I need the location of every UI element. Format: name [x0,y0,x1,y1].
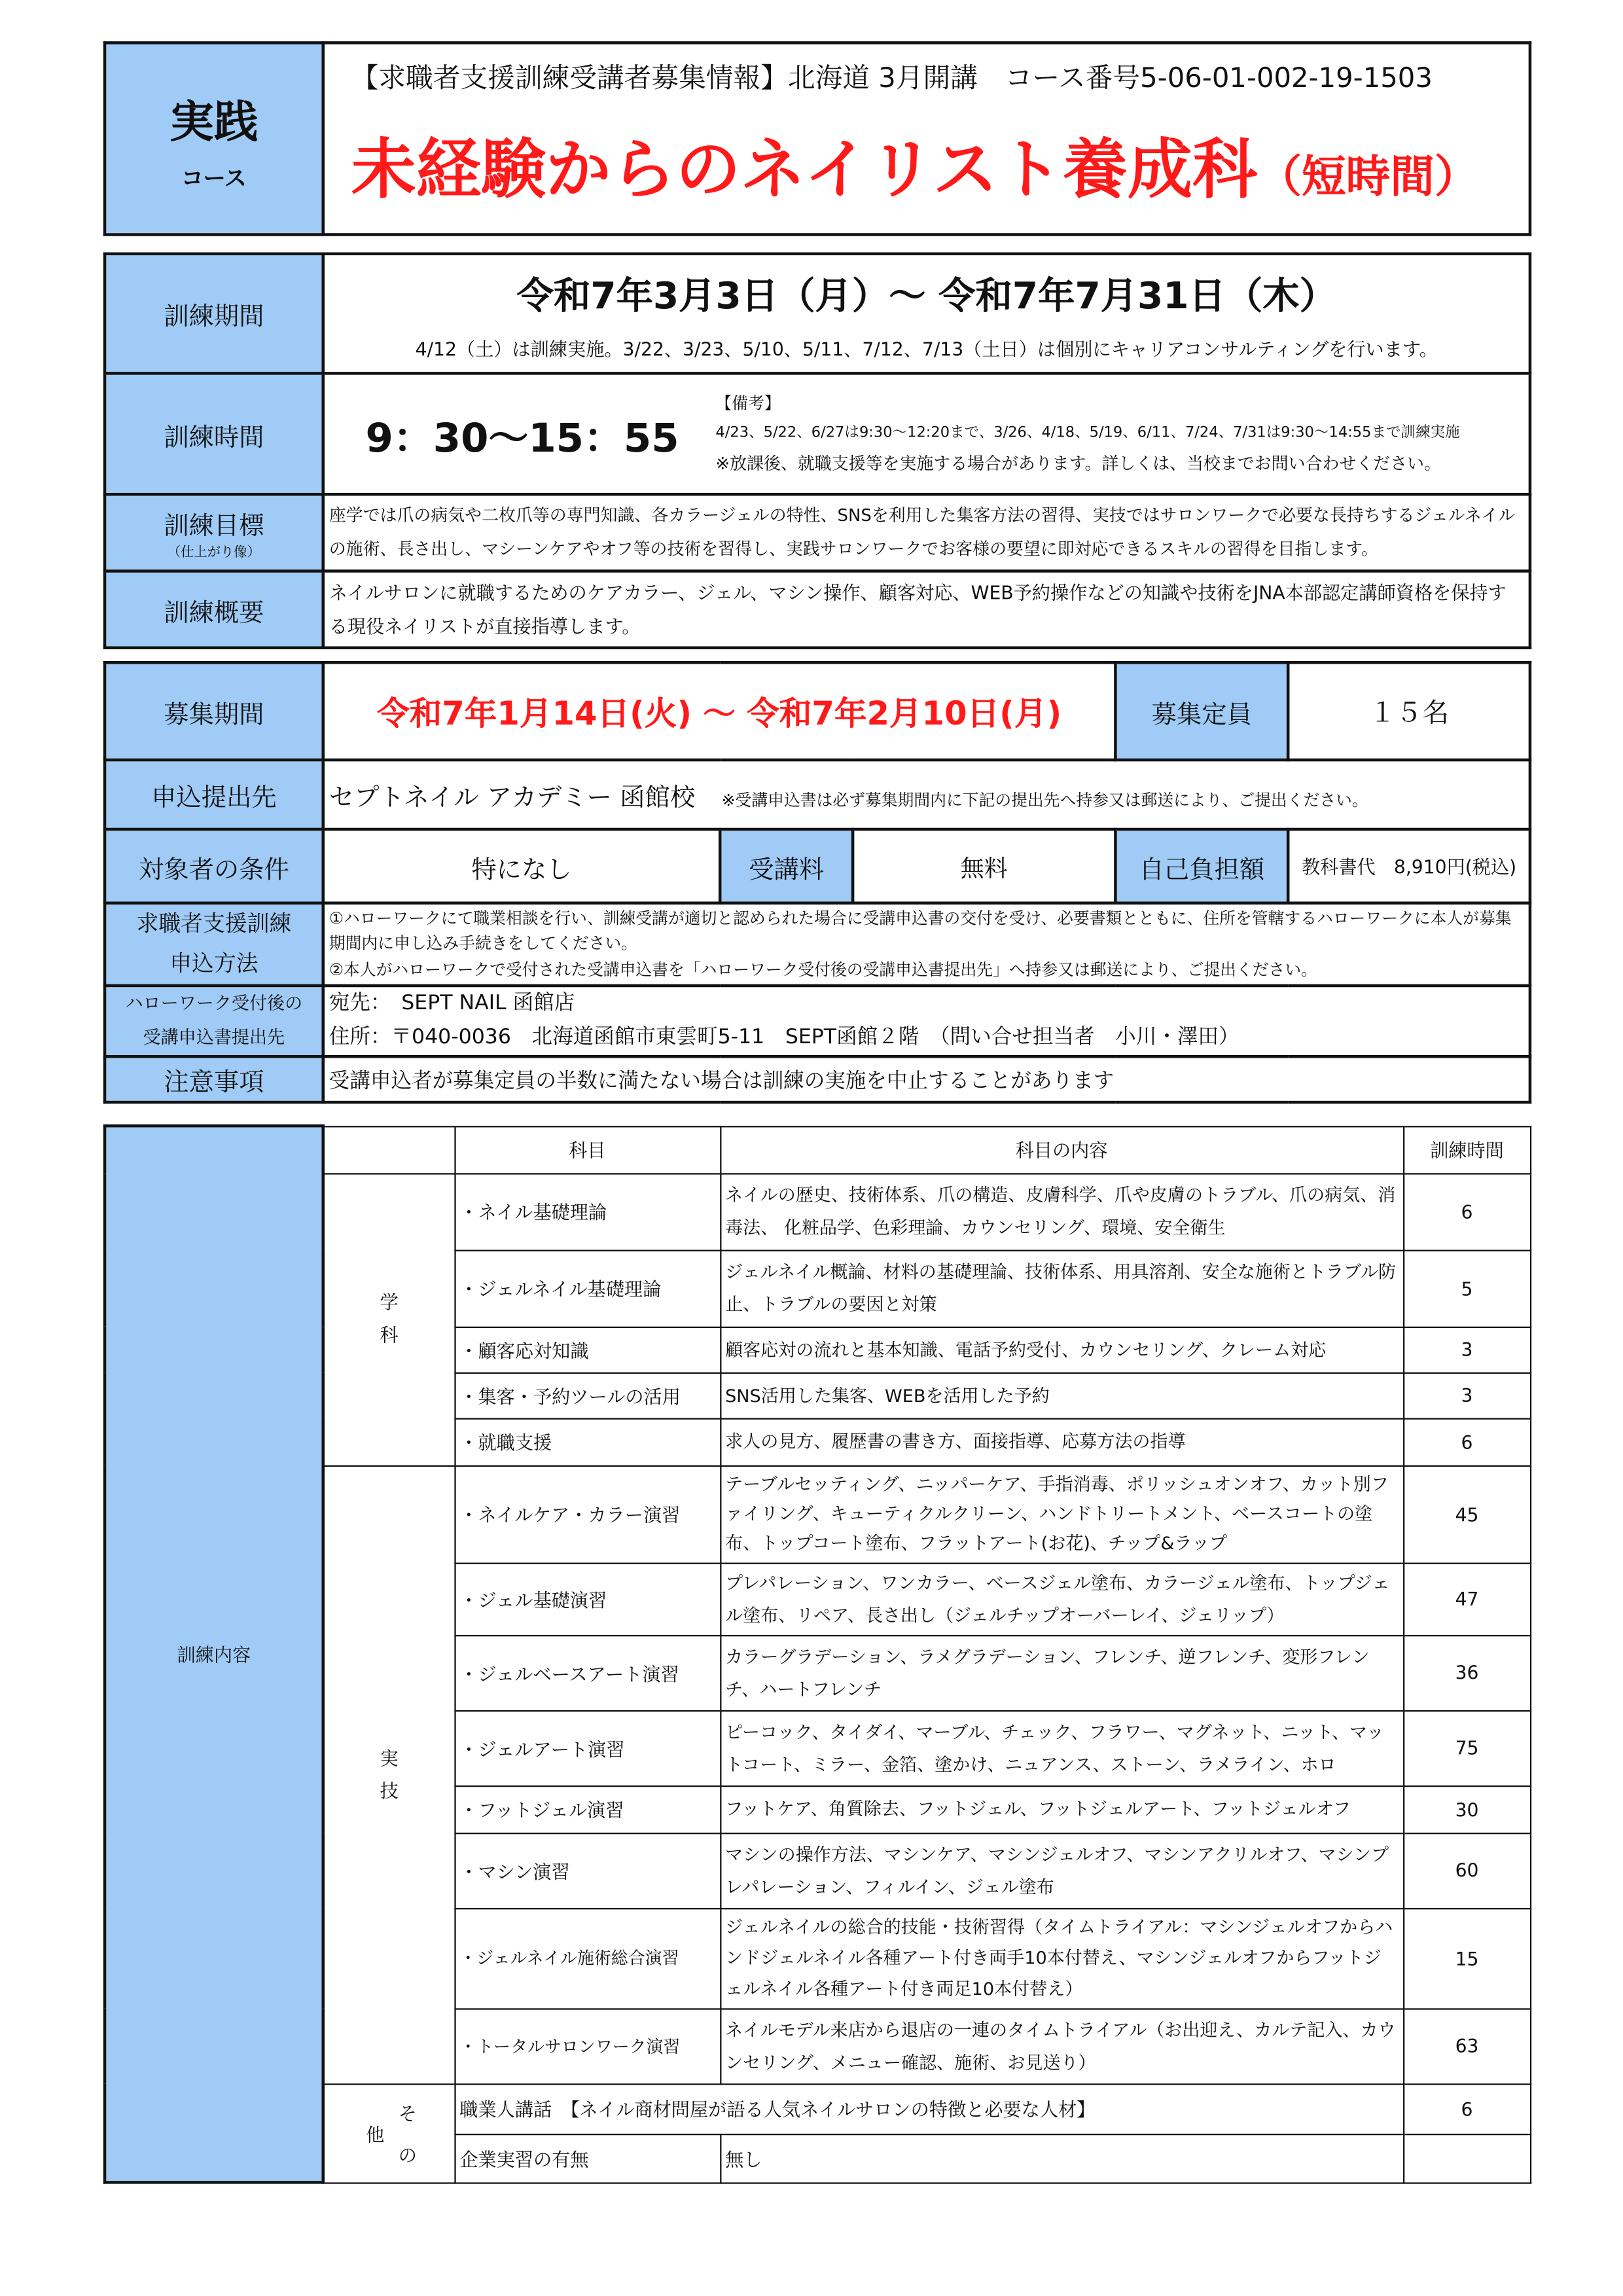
goal-label-cell [105,494,323,571]
subject-name: ・就職支援 [454,1418,720,1465]
subject-content: マシンの操作方法、マシンケア、マシンジェルオフ、マシンアクリルオフ、マシンプレパレーション、フィルイン、ジェル塗布 [720,1833,1403,1908]
capacity-label: 募集定員 [1115,662,1288,760]
subject-hours: 45 [1403,1465,1531,1563]
subject-name: ・ジェルネイル施術総合演習 [454,1908,720,2008]
course-sub: コース [181,164,247,191]
submit-destination: セプトネイル アカデミー 函館校 [329,783,696,814]
internship-label: 企業実習の有無 [454,2134,720,2182]
training-period-note: 4/12（土）は訓練実施。3/22、3/23、5/10、5/11、7/12、7/13（土日）は個別にキャリアコンサルティングを行います。 [415,337,1438,359]
subject-name: ・ネイル基礎理論 [454,1173,720,1249]
submit-note: ※受講申込書は必ず募集期間内に下記の提出先へ持参又は郵送により、ご提出ください。 [721,791,1368,810]
subject-name: ・ジェル基礎演習 [454,1563,720,1635]
method-step-2: ②本人がハローワークで受付された受講申込書を「ハローワーク受付後の受講申込書提出先」へ持参又は郵送により、ご提出ください。 [329,960,1317,980]
subject-hours: 5 [1403,1250,1531,1327]
subject-content: ネイルの歴史、技術体系、爪の構造、皮膚科学、爪や皮膚のトラブル、爪の病気、消毒法、 化粧品学、色彩理論、カウンセリング、環境、安全衛生 [720,1173,1403,1249]
subject-name: ・フットジェル演習 [454,1785,720,1833]
subject-content: SNS活用した集客、WEBを活用した予約 [720,1372,1403,1418]
career-lecture: 職業人講話 【ネイル商材問屋が語る人気ネイルサロンの特徴と必要な人材】 [454,2083,1403,2134]
dest-address: 住所：〒040-0036 北海道函館市東雲町5-11 SEPT函館２階 （問い合せ担当者 小川・澤田） [329,1025,1240,1049]
course-title-cell [323,43,1530,234]
subject-hours: 6 [1403,1418,1531,1465]
subject-name: ・ジェルベースアート演習 [454,1635,720,1710]
period-label: 訓練期間 [105,254,323,374]
recruit-period-label: 募集期間 [105,662,323,760]
category-academic: 学 科 [323,1173,455,1465]
fee-value: 無料 [853,829,1115,903]
course-header [103,41,1531,236]
fee-label: 受講料 [720,829,853,903]
dest-label-1: ハローワーク受付後の [125,993,303,1014]
subject-name: ・ネイルケア・カラー演習 [454,1465,720,1563]
goal-sublabel: （仕上がり像） [167,546,260,561]
subject-hours: 60 [1403,1833,1531,1908]
subject-content: カラーグラデーション、ラメグラデーション、フレンチ、逆フレンチ、変形フレンチ、ハートフレンチ [720,1635,1403,1710]
notice-text: 受講申込者が募集定員の半数に満たない場合は訓練の実施を中止することがあります [323,1056,1530,1102]
course-title: 未経験からのネイリスト養成科 [351,132,1258,208]
subject-content: テーブルセッティング、ニッパーケア、手指消毒、ポリッシュオンオフ、カット別ファイリング、キューティクルクリーン、ハンドトリートメント、ベースコートの塗布、トップコート塗布、フラットアート(お花)、チップ&ラップ [720,1465,1403,1563]
training-goal: 座学では爪の病気や二枚爪等の専門知識、各カラージェルの特性、SNSを利用した集客方法の習得、実技ではサロンワークで必要な長持ちするジェルネイルの施術、長さ出し、マシーンケアやオフ等の技術を習得し、実践サロンワークでお客様の要望に即対応できるスキルの習得を目指します。 [323,494,1530,571]
col-content: 科目の内容 [720,1126,1403,1173]
self-cost-value: 教科書代 8,910円(税込) [1288,829,1530,903]
time-label: 訓練時間 [105,373,323,494]
subject-content: フットケア、角質除去、フットジェル、フットジェルアート、フットジェルオフ [720,1785,1403,1833]
condition-label: 対象者の条件 [105,829,323,903]
course-info-line: 【求職者支援訓練受講者募集情報】北海道 3月開講 コース番号5-06-01-002-19-1503 [351,63,1433,95]
career-lecture-hours: 6 [1403,2083,1531,2134]
subject-name: ・ジェルアート演習 [454,1710,720,1785]
curriculum-label: 訓練内容 [105,1126,323,2182]
remarks-2: ※放課後、就職支援等を実施する場合があります。詳しくは、当校までお問い合わせください。 [715,453,1442,474]
subject-content: ジェルネイル概論、材料の基礎理論、技術体系、用具溶剤、安全な施術とトラブル防止、トラブルの要因と対策 [720,1250,1403,1327]
subject-name: ・顧客応対知識 [454,1327,720,1372]
subject-hours: 3 [1403,1372,1531,1418]
subject-hours: 3 [1403,1327,1531,1372]
capacity-value: １５名 [1288,662,1530,760]
category-other-2: 他 [366,2123,385,2145]
subject-name: ・トータルサロンワーク演習 [454,2008,720,2083]
goal-label: 訓練目標 [164,512,264,542]
subject-hours: 15 [1403,1908,1531,2008]
internship-value: 無し [720,2134,1403,2182]
self-cost-label: 自己負担額 [1115,829,1288,903]
category-practical: 実 技 [323,1465,455,2084]
subject-content: ジェルネイルの総合的技能・技術習得（タイムトライアル：マシンジェルオフからハンドジェルネイル各種アート付き両手10本付替え、マシンジェルオフからフットジェルネイル各種アート付き両足10本付替え） [720,1908,1403,2008]
subject-content: ピーコック、タイダイ、マーブル、チェック、フラワー、マグネット、ニット、マットコート、ミラー、金箔、塗かけ、ニュアンス、ストーン、ラメライン、ホロ [720,1710,1403,1785]
subject-content: ネイルモデル来店から退店の一連のタイムトライアル（お出迎え、カルテ記入、カウンセリング、メニュー確認、施術、お見送り） [720,2008,1403,2083]
dest-name: 宛先： SEPT NAIL 函館店 [329,992,575,1016]
dest-label-2: 受講申込書提出先 [143,1027,285,1048]
remarks-1: 4/23、5/22、6/27は9:30～12:20まで、3/26、4/18、5/19、6/11、7/24、7/31は9:30～14:55まで訓練実施 [715,425,1460,442]
subject-hours: 6 [1403,1173,1531,1249]
col-hours: 訓練時間 [1403,1126,1531,1173]
training-summary: ネイルサロンに就職するためのケアカラー、ジェル、マシン操作、顧客対応、WEB予約操作などの知識や技術をJNA本部認定講師資格を保持する現役ネイリストが直接指導します。 [323,571,1530,647]
training-info-table [103,253,1531,649]
col-subject: 科目 [454,1126,720,1173]
category-other-3: の [398,2143,417,2166]
subject-hours: 63 [1403,2008,1531,2083]
dest-label-cell [105,986,323,1056]
condition-value: 特になし [323,829,720,903]
training-time: 9：30～15：55 [365,415,679,461]
subject-content: 顧客応対の流れと基本知識、電話予約受付、カウンセリング、クレーム対応 [720,1327,1403,1372]
category-other-1: そ [398,2102,417,2125]
course-type-cell [105,43,323,234]
method-label-2: 申込方法 [169,950,259,977]
recruitment-table [103,661,1531,1103]
course-title-suffix: （短時間） [1257,152,1479,204]
summary-label: 訓練概要 [105,571,323,647]
method-label-1: 求職者支援訓練 [136,910,292,937]
remarks-label: 【備考】 [715,393,781,414]
method-step-1: ①ハローワークにて職業相談を行い、訓練受講が適切と認められた場合に受講申込書の交付を受け、必要書類とともに、住所を管轄するハローワークに本人が募集期間内に申し込み手続きをしてください。 [329,908,1512,954]
course-type: 実践 [169,96,259,149]
subject-hours: 36 [1403,1635,1531,1710]
category-other [323,2083,455,2182]
notice-label: 注意事項 [105,1056,323,1102]
recruit-period: 令和7年1月14日(火) ～ 令和7年2月10日(月) [323,662,1116,760]
curriculum-table [103,1124,1531,2184]
subject-content: プレパレーション、ワンカラー、ベースジェル塗布、カラージェル塗布、トップジェル塗布、リペア、長さ出し（ジェルチップオーバーレイ、ジェリップ） [720,1563,1403,1635]
subject-hours: 75 [1403,1710,1531,1785]
subject-content: 求人の見方、履歴書の書き方、面接指導、応募方法の指導 [720,1418,1403,1465]
subject-hours: 30 [1403,1785,1531,1833]
method-label-cell [105,903,323,986]
subject-name: ・マシン演習 [454,1833,720,1908]
training-period: 令和7年3月3日（月）～ 令和7年7月31日（木） [516,274,1336,317]
subject-name: ・ジェルネイル基礎理論 [454,1250,720,1327]
subject-name: ・集客・予約ツールの活用 [454,1372,720,1418]
subject-hours: 47 [1403,1563,1531,1635]
submit-label: 申込提出先 [105,760,323,829]
